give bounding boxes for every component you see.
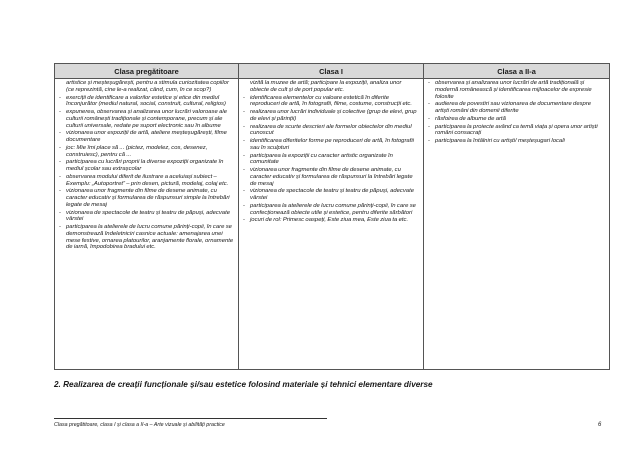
bullet-dash: -	[428, 115, 430, 122]
list-item	[59, 210, 235, 224]
curriculum-table	[54, 63, 610, 370]
activity-text: vizionarea de spectacole de teatru și teatru de păpuși, adecvate vârstei	[66, 209, 230, 223]
bullet-dash: -	[428, 80, 430, 86]
activity-text: vizionarea unor expoziții de artă, ateliere meșteșugărești, filme documentare	[66, 130, 227, 143]
activity-text: exerciții de identificare a valorilor estetice și etice din mediul înconjurător (mediul natural, social, construit, cultural, religios)	[66, 94, 226, 108]
bullet-dash: -	[59, 109, 61, 115]
list-item	[59, 145, 235, 159]
bullet-dash: -	[428, 138, 430, 144]
activity-text: audierea de povestiri sau vizionarea de documentare despre artiști români din domenii diferite	[435, 101, 592, 114]
list-item	[59, 174, 235, 188]
bullet-dash: -	[59, 209, 61, 216]
activity-list	[239, 79, 423, 224]
activity-text: realizarea de scurte descrieri ale formelor obiectelor din mediul cunoscut	[250, 123, 412, 137]
header-clasa-i: Clasa I	[239, 64, 424, 79]
activity-text: participarea la expoziții cu caracter artistic organizate în comunitate	[250, 152, 393, 166]
bullet-dash: -	[243, 138, 245, 144]
activity-text: observarea și analizarea unor lucrări de artă tradițională și modernă românească și identificarea mijloacelor de expresie folosite	[435, 80, 592, 100]
activity-text: vizionarea unor fragmente din filme de desene animate, cu caracter educativ și formularea de răspunsuri simple la întrebări legate de mesaj	[66, 188, 230, 208]
activity-text: identificarea elementelor cu valoare estetică în diferite reproduceri de artă, în fotografii, filme, costume, construcții etc.	[250, 94, 412, 108]
bullet-dash: -	[59, 130, 61, 137]
column-clasa-i	[239, 79, 424, 370]
list-item	[243, 124, 420, 138]
bullet-dash: -	[59, 159, 61, 166]
activity-text: participarea la atelierele de lucru comune părinți-copii, în care se demonstrează îndeletniciri casnice actuale: amenajarea unei mese festive, ornarea platourilor, aranjamente florale, ornamente de iarnă, împodobirea bradului etc.	[66, 224, 234, 251]
bullet-dash: -	[243, 152, 245, 159]
list-item	[243, 203, 420, 217]
bullet-dash: -	[59, 144, 61, 151]
list-item	[243, 80, 420, 94]
page-number: 6	[598, 422, 602, 428]
activity-text: realizarea unor lucrări individuale și colective (grup de elevi, grup de elevi și părinții)	[250, 109, 417, 122]
bullet-dash: -	[243, 109, 245, 115]
activity-list	[424, 79, 609, 145]
footer-divider	[54, 418, 327, 419]
activity-text: participarea la întâlniri cu artiști/ meșteșugari locali	[435, 138, 565, 144]
list-item	[59, 224, 235, 251]
bullet-dash: -	[428, 123, 430, 130]
bullet-dash: -	[59, 224, 61, 230]
list-item	[428, 116, 606, 123]
bullet-dash: -	[59, 94, 61, 101]
bullet-dash: -	[243, 123, 245, 130]
activity-list	[55, 79, 238, 251]
activity-text: vizionarea unor fragmente din filme de desene animate, cu caracter educativ și formularea de răspunsuri la întrebări legate de mesaj	[250, 167, 413, 187]
bullet-dash: -	[243, 94, 245, 101]
list-item	[59, 109, 235, 129]
list-item	[59, 95, 235, 109]
list-item	[59, 80, 235, 94]
activity-text: jocuri de rol: Primesc oaspeți, Este ziua mea, Este ziua ta etc.	[250, 217, 409, 224]
activity-text: artistice și meșteșugărești, pentru a stimula curiozitatea copiilor (ce reprezintă, cine le-a realizat, când, cum, în ce scop?)	[66, 80, 229, 93]
bullet-dash: -	[59, 173, 61, 180]
column-clasa-pregatitoare	[55, 79, 239, 370]
bullet-dash: -	[243, 188, 245, 195]
list-item	[428, 124, 606, 138]
bullet-dash: -	[243, 167, 245, 173]
list-item	[59, 159, 235, 173]
bullet-dash: -	[243, 202, 245, 209]
bullet-dash: -	[428, 101, 430, 108]
list-item	[428, 138, 606, 145]
activity-text: participarea la proiecte având ca temă viața și opera unor artiști români consacrați	[435, 123, 598, 137]
activity-text: observarea modului diferit de ilustrare a aceluiași subiect – Exemplu: „Autoportret” – prin desen, pictură, modelaj, colaj etc.	[66, 173, 229, 187]
activity-text: identificarea diferitelor forme pe reproduceri de artă, în fotografii sau în sculpturi	[250, 138, 414, 151]
activity-text: vizionarea de spectacole de teatru și teatru de păpuși, adecvate vârstei	[250, 188, 414, 201]
list-item	[428, 101, 606, 115]
list-item	[243, 153, 420, 167]
table-row	[55, 79, 610, 370]
footer-text: Clasa pregătitoare, clasa I și clasa a II-a – Arte vizuale și abilități practice	[54, 422, 225, 428]
list-item	[59, 130, 235, 144]
activity-text: joc: Mie îmi place să ... (pictez, modelez, cos, desenez, construiesc), pentru că ...	[66, 144, 208, 158]
list-item	[243, 188, 420, 202]
activity-text: răsfoirea de albume de artă	[435, 115, 506, 122]
bullet-dash: -	[59, 188, 61, 195]
activity-text: participarea la atelierele de lucru comune părinți-copii, în care se confecționează obiecte utile și estetice, pentru diferite sărbători	[250, 202, 416, 216]
list-item	[428, 80, 606, 100]
bullet-dash: -	[243, 217, 245, 224]
list-item	[59, 188, 235, 208]
list-item	[243, 138, 420, 152]
list-item	[243, 95, 420, 109]
list-item	[243, 217, 420, 224]
list-item	[243, 109, 420, 123]
table-header-row	[55, 64, 610, 79]
header-clasa-a-ii-a: Clasa a II-a	[424, 64, 610, 79]
activity-text: expunerea, observarea și analizarea unor lucrări valoroase ale culturii românești tradiționale și contemporane, precum și ale culturii universale, redate pe suport electronic sau în albume	[66, 109, 227, 129]
list-item	[243, 167, 420, 187]
column-clasa-a-ii-a	[424, 79, 610, 370]
section-heading: 2. Realizarea de creații funcționale și/sau estetice folosind materiale și tehnici elementare diverse	[54, 380, 433, 389]
header-clasa-pregatitoare: Clasa pregătitoare	[55, 64, 239, 79]
activity-text: participarea cu lucrări proprii la diverse expoziții organizate în mediul școlar sau extrașcolar	[66, 159, 224, 172]
activity-text: vizită la muzee de artă; participare la expoziții, analiza unor obiecte de cult și de port popular etc.	[250, 80, 402, 93]
